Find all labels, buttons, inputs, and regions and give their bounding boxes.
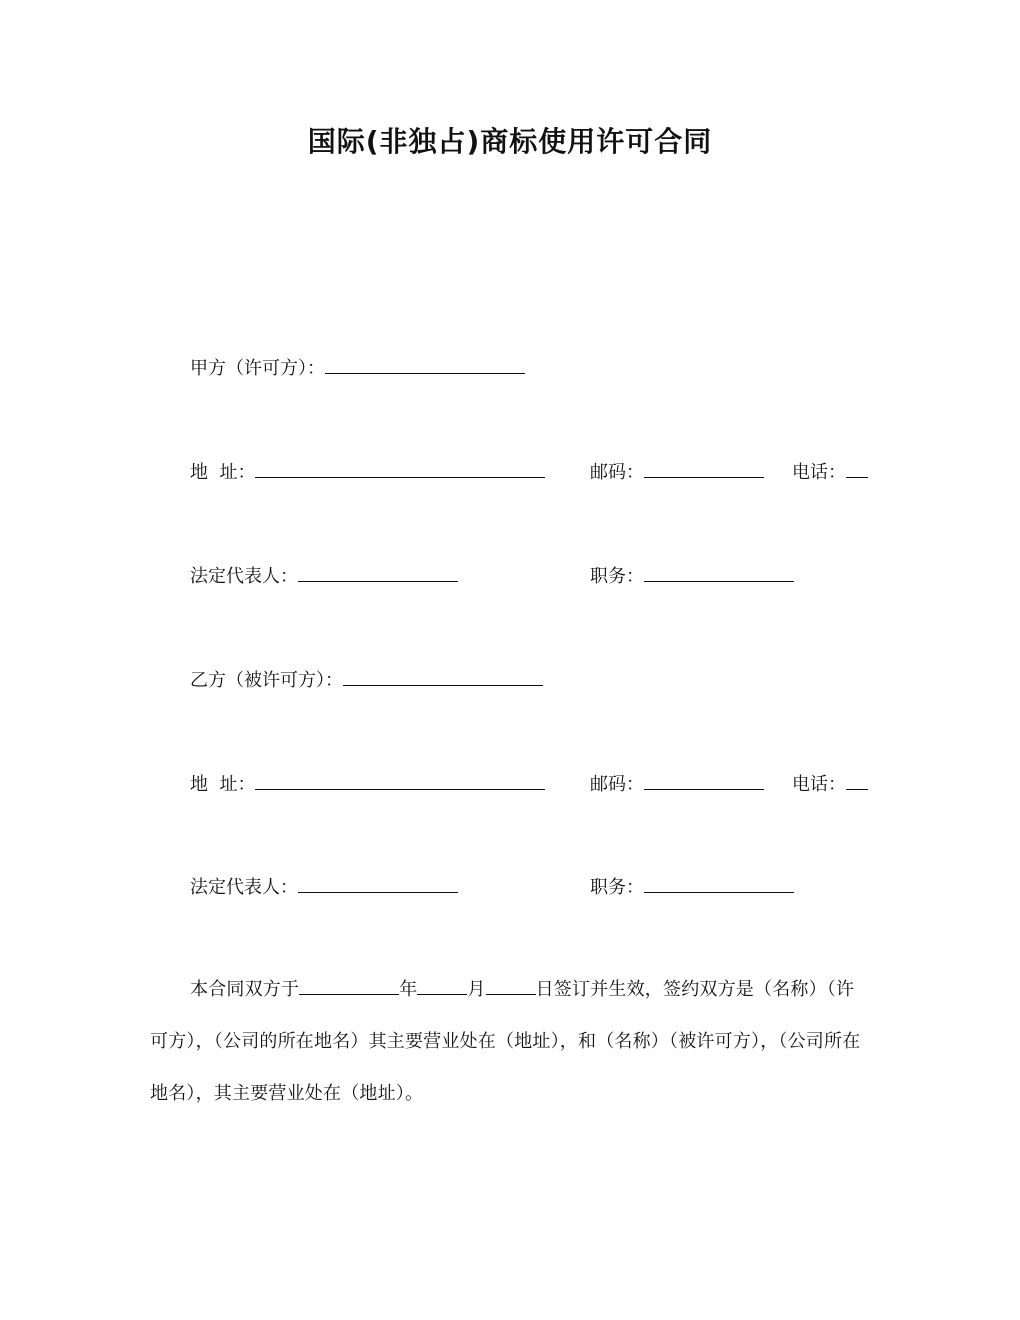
party-a-address-label: 地 址： — [190, 462, 256, 483]
party-b-name-blank[interactable] — [343, 667, 543, 686]
party-b-zip-blank[interactable] — [644, 771, 764, 790]
party-b-address-blank[interactable] — [255, 771, 545, 790]
party-b-address-label: 地 址： — [190, 774, 256, 795]
sign-month-blank[interactable] — [417, 976, 467, 995]
party-b-phone-label: 电话： — [792, 774, 846, 795]
intro-part1: 本合同双方于 — [190, 979, 300, 1000]
party-b-address-line — [190, 771, 545, 797]
party-a-address-line — [190, 459, 545, 485]
party-a-rep-label: 法定代表人： — [190, 566, 298, 587]
sign-year-blank[interactable] — [299, 976, 399, 995]
document-title: 国际(非独占)商标使用许可合同 — [307, 125, 713, 158]
party-b-zip-line — [590, 771, 764, 797]
party-b-line — [190, 667, 543, 693]
party-b-rep-blank[interactable] — [298, 874, 458, 893]
intro-year-label: 年 — [399, 979, 418, 1000]
party-a-phone-blank[interactable] — [846, 459, 868, 478]
party-a-address-blank[interactable] — [255, 459, 545, 478]
party-a-zip-blank[interactable] — [644, 459, 764, 478]
party-b-label: 乙方（被许可方）： — [190, 670, 343, 691]
party-a-zip-line — [590, 459, 764, 485]
party-b-rep-line — [190, 874, 458, 900]
party-b-position-label: 职务： — [590, 877, 644, 898]
party-b-zip-label: 邮码： — [590, 774, 644, 795]
party-b-phone-line — [792, 771, 868, 797]
party-b-position-line — [590, 874, 794, 900]
party-a-line — [190, 355, 525, 381]
party-a-position-label: 职务： — [590, 566, 644, 587]
party-b-rep-label: 法定代表人： — [190, 877, 298, 898]
party-b-position-blank[interactable] — [644, 874, 794, 893]
party-b-phone-blank[interactable] — [846, 771, 868, 790]
intro-part2: 日签订并生效，签约双方是（名称）（许可方），（公司的所在地名）其主要营业处在（地址），和（名称）（被许可方），（公司所在地名），其主要营业处在（地址）。 — [150, 979, 861, 1104]
party-a-zip-label: 邮码： — [590, 462, 644, 483]
party-a-name-blank[interactable] — [325, 355, 525, 374]
party-a-position-line — [590, 563, 794, 589]
intro-paragraph — [150, 964, 870, 1120]
party-a-rep-blank[interactable] — [298, 563, 458, 582]
party-a-position-blank[interactable] — [644, 563, 794, 582]
sign-day-blank[interactable] — [486, 976, 536, 995]
intro-month-label: 月 — [467, 979, 486, 1000]
party-a-phone-line — [792, 459, 868, 485]
party-a-label: 甲方（许可方）： — [190, 358, 325, 379]
party-a-rep-line — [190, 563, 458, 589]
party-a-phone-label: 电话： — [792, 462, 846, 483]
